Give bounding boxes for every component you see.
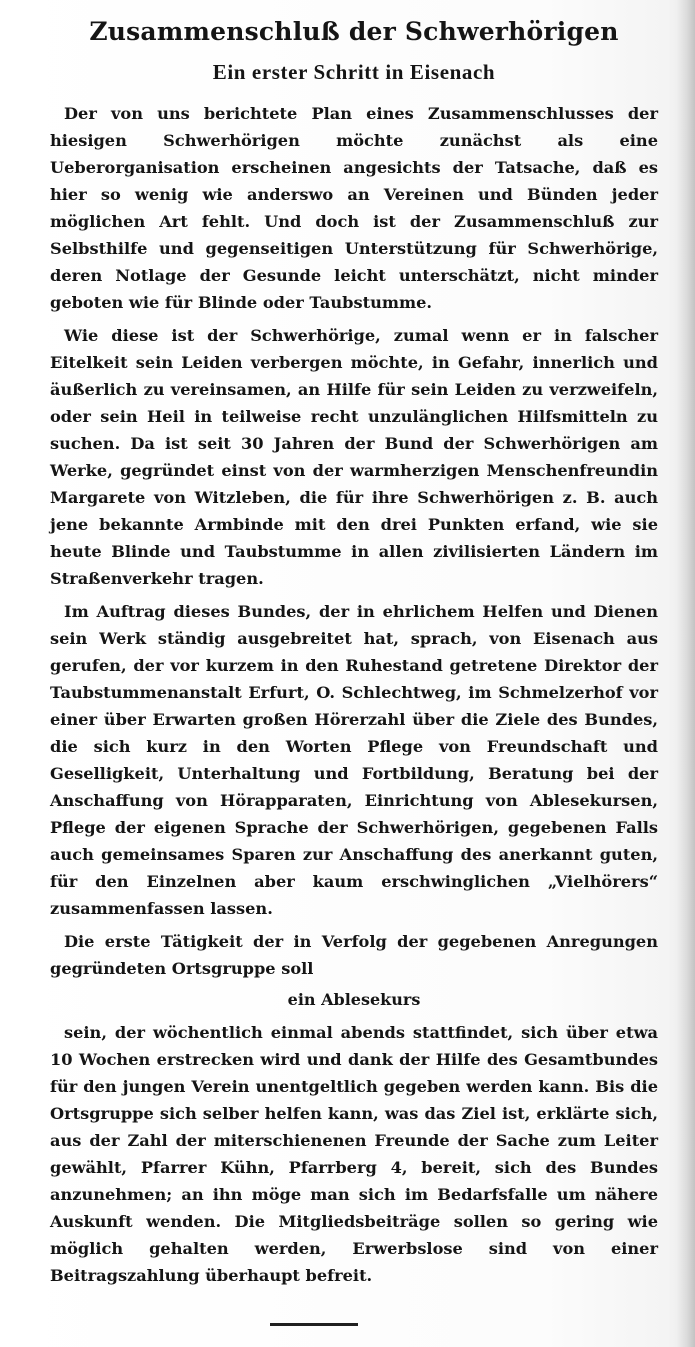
article (50, 14, 658, 1295)
article-headline: Zusammenschluß der Schwerhörigen (89, 17, 619, 46)
article-subheadline: Ein erster Schritt in Eisenach (212, 60, 496, 84)
article-closing-paragraph: sein, der wöchentlich einmal abends stattfindet, sich über etwa 10 Wochen erstrecken wird und dank der Hilfe des Gesamtbundes für den jungen Verein unentgeltlich gegeben werden kann. Bis die Ortsgruppe sich selber helfen kann, was das Ziel ist, erklärte sich, aus der Zahl der miterschienenen Freunde der Sache zum Leiter gewählt, Pfarrer Kühn, Pfarrberg 4, bereit, sich des Bundes anzunehmen; an ihn möge man sich im Bedarfsfalle um nähere Auskunft wenden. Die Mitgliedsbeiträge sollen so gering wie möglich gehalten werden, Erwerbslose sind von einer Beitragszahlung überhaupt befreit. (50, 1023, 658, 1285)
page-edge-shadow (677, 0, 695, 1347)
article-paragraph-3: Im Auftrag dieses Bundes, der in ehrlichem Helfen und Dienen sein Werk ständig ausgebreitet hat, sprach, von Eisenach aus gerufen, der vor kurzem in den Ruhestand getretene Direktor der Taubstummenanstalt Erfurt, O. Schlechtweg, im Schmelzerhof vor einer über Erwarten großen Hörerzahl über die Ziele des Bundes, die sich kurz in den Worten Pflege von Freundschaft und Geselligkeit, Unterhaltung und Fortbildung, Beratung bei der Anschaffung von Hörapparaten, Einrichtung von Ablesekursen, Pflege der eigenen Sprache der Schwerhörigen, gegebenen Falls auch gemeinsames Sparen zur Anschaffung des anerkannt guten, für den Einzelnen aber kaum erschwinglichen „Vielhörers“ zusammenfassen lassen. (50, 602, 658, 918)
article-end-rule (270, 1323, 358, 1326)
article-paragraph-2: Wie diese ist der Schwerhörige, zumal wenn er in falscher Eitelkeit sein Leiden verbergen möchte, in Gefahr, innerlich und äußerlich zu vereinsamen, an Hilfe für sein Leiden zu verzweifeln, oder sein Heil in teilweise recht unzulänglichen Hilfsmitteln zu suchen. Da ist seit 30 Jahren der Bund der Schwerhörigen am Werke, gegründet einst von der warmherzigen Menschenfreundin Margarete von Witzleben, die für ihre Schwerhörigen z. B. auch jene bekannte Armbinde mit den drei Punkten erfand, wie sie heute Blinde und Taubstumme in allen zivilisierten Ländern im Straßenverkehr tragen. (50, 326, 658, 588)
article-paragraph-4: Die erste Tätigkeit der in Verfolg der gegebenen Anregungen gegründeten Ortsgruppe soll (50, 932, 658, 978)
article-intertitle: ein Ablesekurs (287, 990, 421, 1009)
article-paragraph-1: Der von uns berichtete Plan eines Zusammenschlusses der hiesigen Schwerhörigen möchte zunächst als eine Ueberorganisation erscheinen angesichts der Tatsache, daß es hier so wenig wie anderswo an Vereinen und Bünden jeder möglichen Art fehlt. Und doch ist der Zusammenschluß zur Selbsthilfe und gegenseitigen Unterstützung für Schwerhörige, deren Notlage der Gesunde leicht unterschätzt, nicht minder geboten wie für Blinde oder Taubstumme. (50, 104, 658, 312)
